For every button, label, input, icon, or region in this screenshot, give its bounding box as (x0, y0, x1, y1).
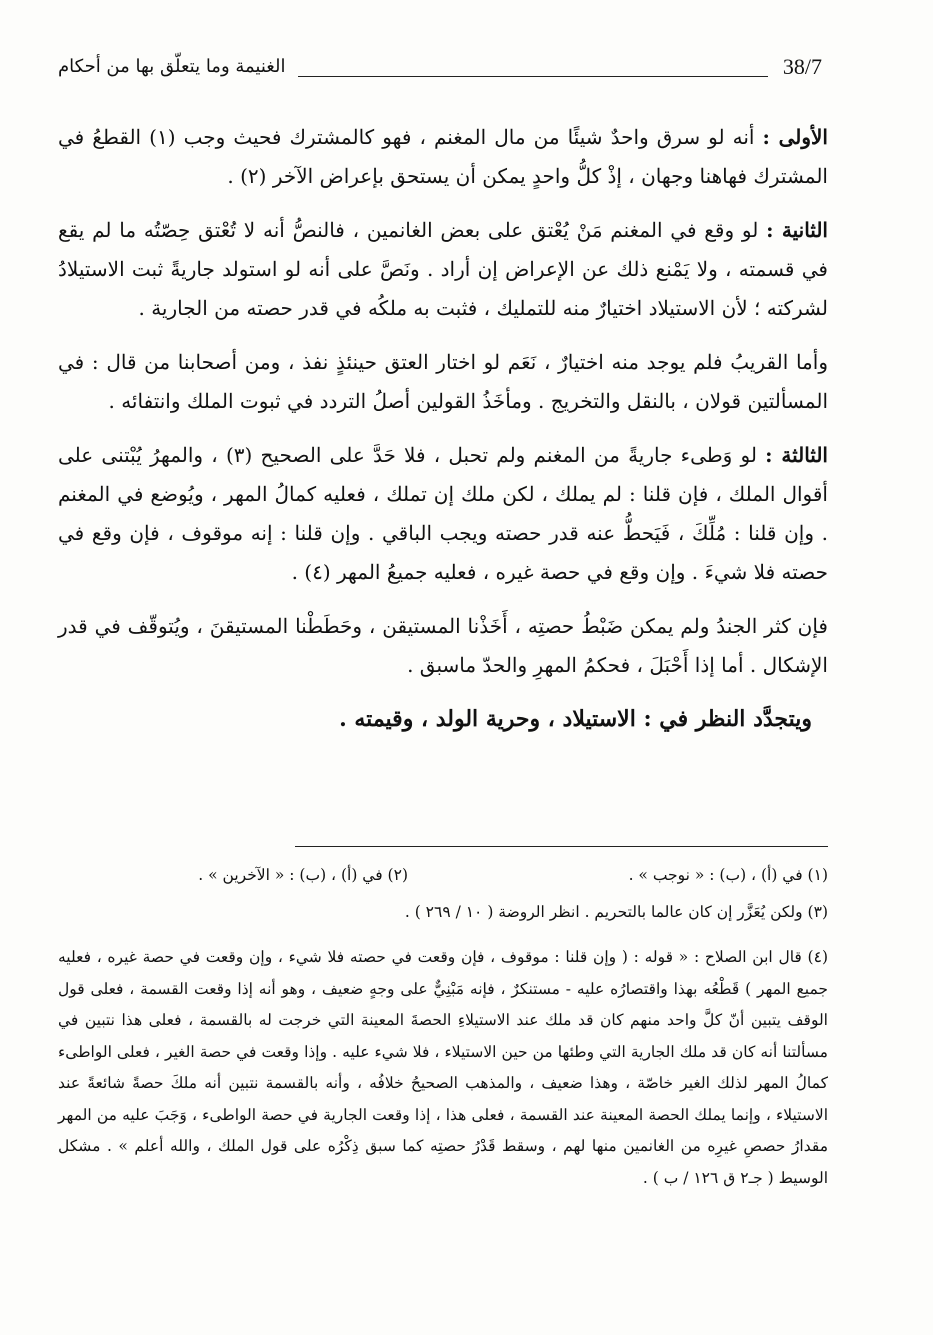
footnote-1: (١) في (أ) ، (ب) : « نوجب » . (628, 866, 828, 884)
paragraph-text: لو وقع في المغنم مَنْ يُعْتق على بعض الغانمين ، فالنصُّ أنه لا تُعْتق حِصّتُه ما لم يقع في قسمته ، ولا يَمْنع ذلك عن الإعراض إن أراد . ونَصَّ على أنه لو استولد جاريةً ثبت الاستيلادُ لشركته ؛ لأن الاستيلاد اختيارٌ منه للتمليك ، فثبت به ملكُه في قدر حصته من الجارية . (58, 218, 828, 320)
subheading: ويتجدَّد النظر في : الاستيلاد ، وحرية الولد ، وقيمته . (339, 706, 812, 732)
paragraph-text: لو وَطىء جاريةً من المغنم ولم تحبل ، فلا حَدَّ على الصحيح (٣) ، والمهرُ يُبْتنى على أقوال الملك ، فإن قلنا : لم يملك ، لكن ملك إن تملك ، فعليه كمالُ المهر ، ويُوضع في المغنم . وإن قلنا : مُلِّكَ ، فَيَحطُّ عنه قدر حصته ويجب الباقي . وإن قلنا : إنه موقوف ، فإن وقع في حصته فلا شيءَ . وإن وقع في حصة غيره ، فعليه جميعُ المهر (٤) . (58, 443, 828, 584)
paragraph-army: فإن كثر الجندُ ولم يمكن ضَبْطُ حصتِه ، أَخَذْنا المستيقن ، وحَطَطْنا المستيقنَ ، ويُتوقّف في قدر الإشكال . أما إذا أَحْبَلَ ، فحكمُ المهرِ والحدّ ماسبق . (58, 614, 828, 677)
paragraph-lead: الأولى : (762, 125, 828, 149)
footnotes (58, 860, 828, 1194)
page-header (58, 48, 822, 88)
paragraph-third (58, 436, 828, 592)
paragraph-second (58, 211, 828, 328)
main-text (58, 118, 828, 739)
running-title: الغنيمة وما يتعلّق بها من أحكام (58, 56, 286, 77)
footnote-3: (٣) ولكن يُعَزَّر إن كان عالما بالتحريم . انظر الروضة ( ١٠ / ٢٦٩ ) . (404, 903, 828, 921)
footnote-2: (٢) في (أ) ، (ب) : « الآخرين » . (198, 866, 408, 884)
footnote-rule (295, 846, 828, 847)
paragraph-relative: وأما القريبُ فلم يوجد منه اختيارٌ ، نَعَم لو اختار العتق حينئذٍ نفذ ، ومن أصحابنا من قال : في المسألتين قولان ، بالنقل والتخريج . ومأخَذُ القولين أصلُ التردد في ثبوت الملك وانتفائه . (58, 350, 828, 413)
paragraph-lead: الثالثة : (765, 443, 828, 467)
paragraph-text: أنه لو سرق واحدٌ شيئًا من مال المغنم ، فهو كالمشترك فحيث وجب (١) القطعُ في المشترك فهاهنا وجهان ، إذْ كلُّ واحدٍ يمكن أن يستحق بإعراض الآخر (٢) . (58, 125, 828, 188)
paragraph-lead: الثانية : (766, 218, 828, 242)
footnote-4: (٤) قال ابن الصلاح : « قوله : ( وإن قلنا : موقوف ، فإن وقعت في حصته فلا شيء ، وإن وقعت في حصة غيره ، فعليه جميع المهر ) قَطْعُه بهذا واقتصارُه عليه - مستنكرٌ ، فإنه مَبْنِيٌّ على وجهٍ ضعيف ، وهو أنه إذا وقعت القسمة ، فعلى قول الوقف يتبين أنّ كلَّ واحد منهم كان قد ملك عند الاستيلاءِ الحصةَ المعينة التي خرجت له بالقسمة ، فعلى هذا نتبين في مسألتنا أنه كان قد ملك الجارية التي وطئها من حين الاستيلاء ، فلا شيء عليه . وإذا وقعت في حصة الغير ، فعلى الواطىء كمالُ المهر لذلك الغير خاصّة ، وهذا ضعيف ، والمذهب الصحيحُ خلافُه ، وأنه بالقسمة نتبين أنه ملكَ حصةً شائعةً عند الاستيلاء ، وإنما يملك الحصة المعينة عند القسمة ، فعلى هذا ، إذا وقعت الجارية في حصة الواطىء ، وَجَبَ عليه من المهر مقدارُ حصصِ غيرِه من الغانمين منها لهم ، وسقط قَدْرُ حصتِه كما سبق ذِكْرُه على قول الملك ، والله أعلم » . مشكل الوسيط ( جـ٢ ق ١٢٦ / ب ) . (58, 948, 828, 1187)
paragraph-first (58, 118, 828, 196)
header-rule (298, 76, 768, 77)
footnote-row (58, 860, 828, 891)
page-number: 38/7 (782, 54, 822, 79)
